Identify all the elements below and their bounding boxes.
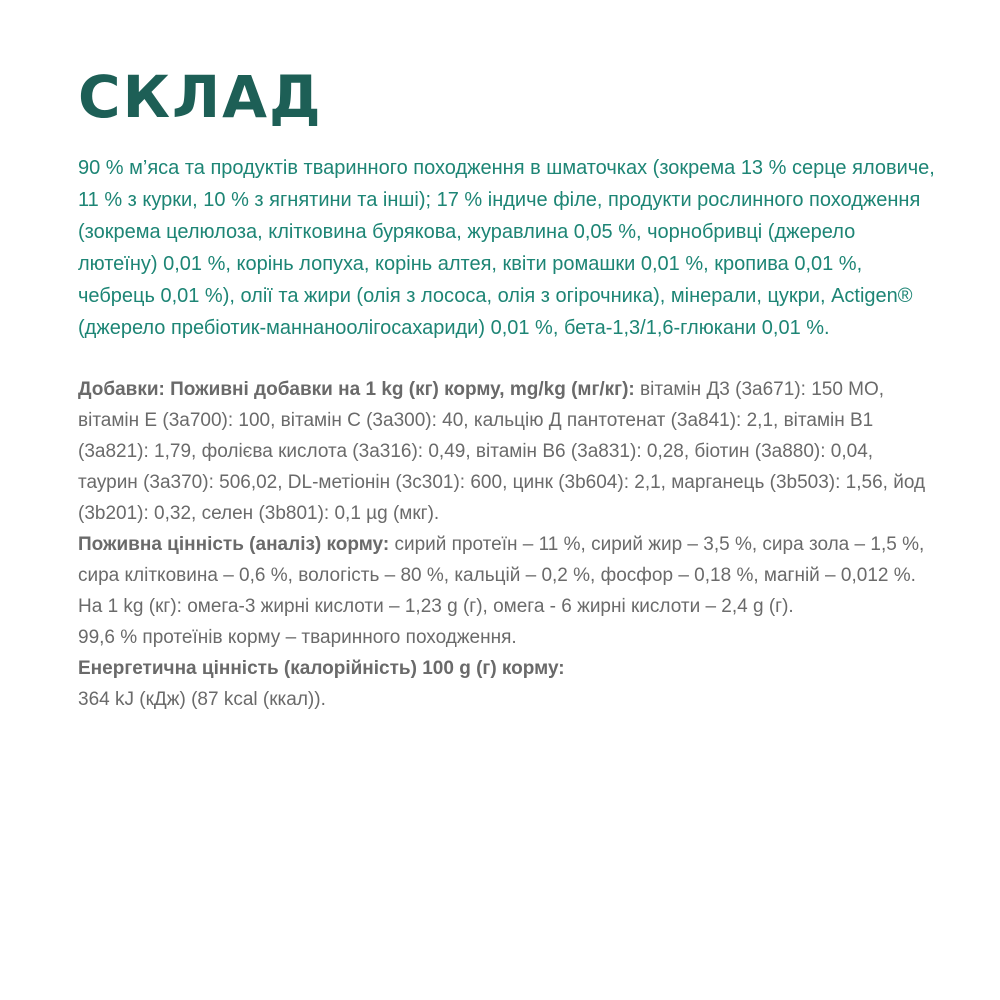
- composition-page: [78, 62, 938, 715]
- nutrition-paragraph: [78, 529, 938, 622]
- details-section: [78, 374, 938, 715]
- additives-text: вітамін Д3 (3а671): 150 МО, вітамін Е (3а700): 100, вітамін С (3а300): 40, кальцію Д пантотенат (3а841): 2,1, вітамін В1 (3а821): 1,79, фолієва кислота (3а316): 0,49, вітамін В6 (3а831): 0,28, біотин (3а880): 0,04, таурин (3а370): 506,02, DL-метіонін (3с301): 600, цинк (3b604): 2,1, марганець (3b503): 1,56, йод (3b201): 0,32, селен (3b801): 0,1 µg (мкг).: [78, 379, 926, 524]
- page-title: СКЛАД: [78, 63, 323, 131]
- energy-value: 364 kJ (кДж) (87 kcal (ккал)).: [78, 689, 326, 710]
- protein-note: 99,6 % протеїнів корму – тваринного походження.: [78, 627, 517, 648]
- additives-paragraph: [78, 374, 938, 529]
- energy-paragraph: [78, 653, 938, 684]
- composition-text: 90 % м’яса та продуктів тваринного походження в шматочках (зокрема 13 % серце яловиче, 11 % з курки, 10 % з ягнятини та інші); 17 % індиче філе, продукти рослинного походження (зокрема целюлоза, клітковина бурякова, журавлина 0,05 %, чорнобривці (джерело лютеїну) 0,01 %, корінь лопуха, корінь алтея, квіти ромашки 0,01 %, кропива 0,01 %, чебрець 0,01 %), олії та жири (олія з лососа, олія з огірочника), мінерали, цукри, Actigen® (джерело пребіотик-маннаноолігосахариди) 0,01 %, бета-1,3/1,6-глюкани 0,01 %.: [78, 157, 935, 339]
- nutrition-label: Поживна цінність (аналіз) корму:: [78, 534, 390, 555]
- additives-label: Добавки: Поживні добавки на 1 kg (кг) корму, mg/kg (мг/кг):: [78, 379, 635, 400]
- energy-label: Енергетична цінність (калорійність) 100 g (г) корму:: [78, 658, 565, 679]
- nutrition-text: сирий протеїн – 11 %, сирий жир – 3,5 %, сира зола – 1,5 %, сира клітковина – 0,6 %, вологість – 80 %, кальцій – 0,2 %, фосфор – 0,18 %, магній – 0,012 %. На 1 kg (кг): омега-3 жирні кислоти – 1,23 g (г), омега - 6 жирні кислоти – 2,4 g (г).: [78, 534, 925, 617]
